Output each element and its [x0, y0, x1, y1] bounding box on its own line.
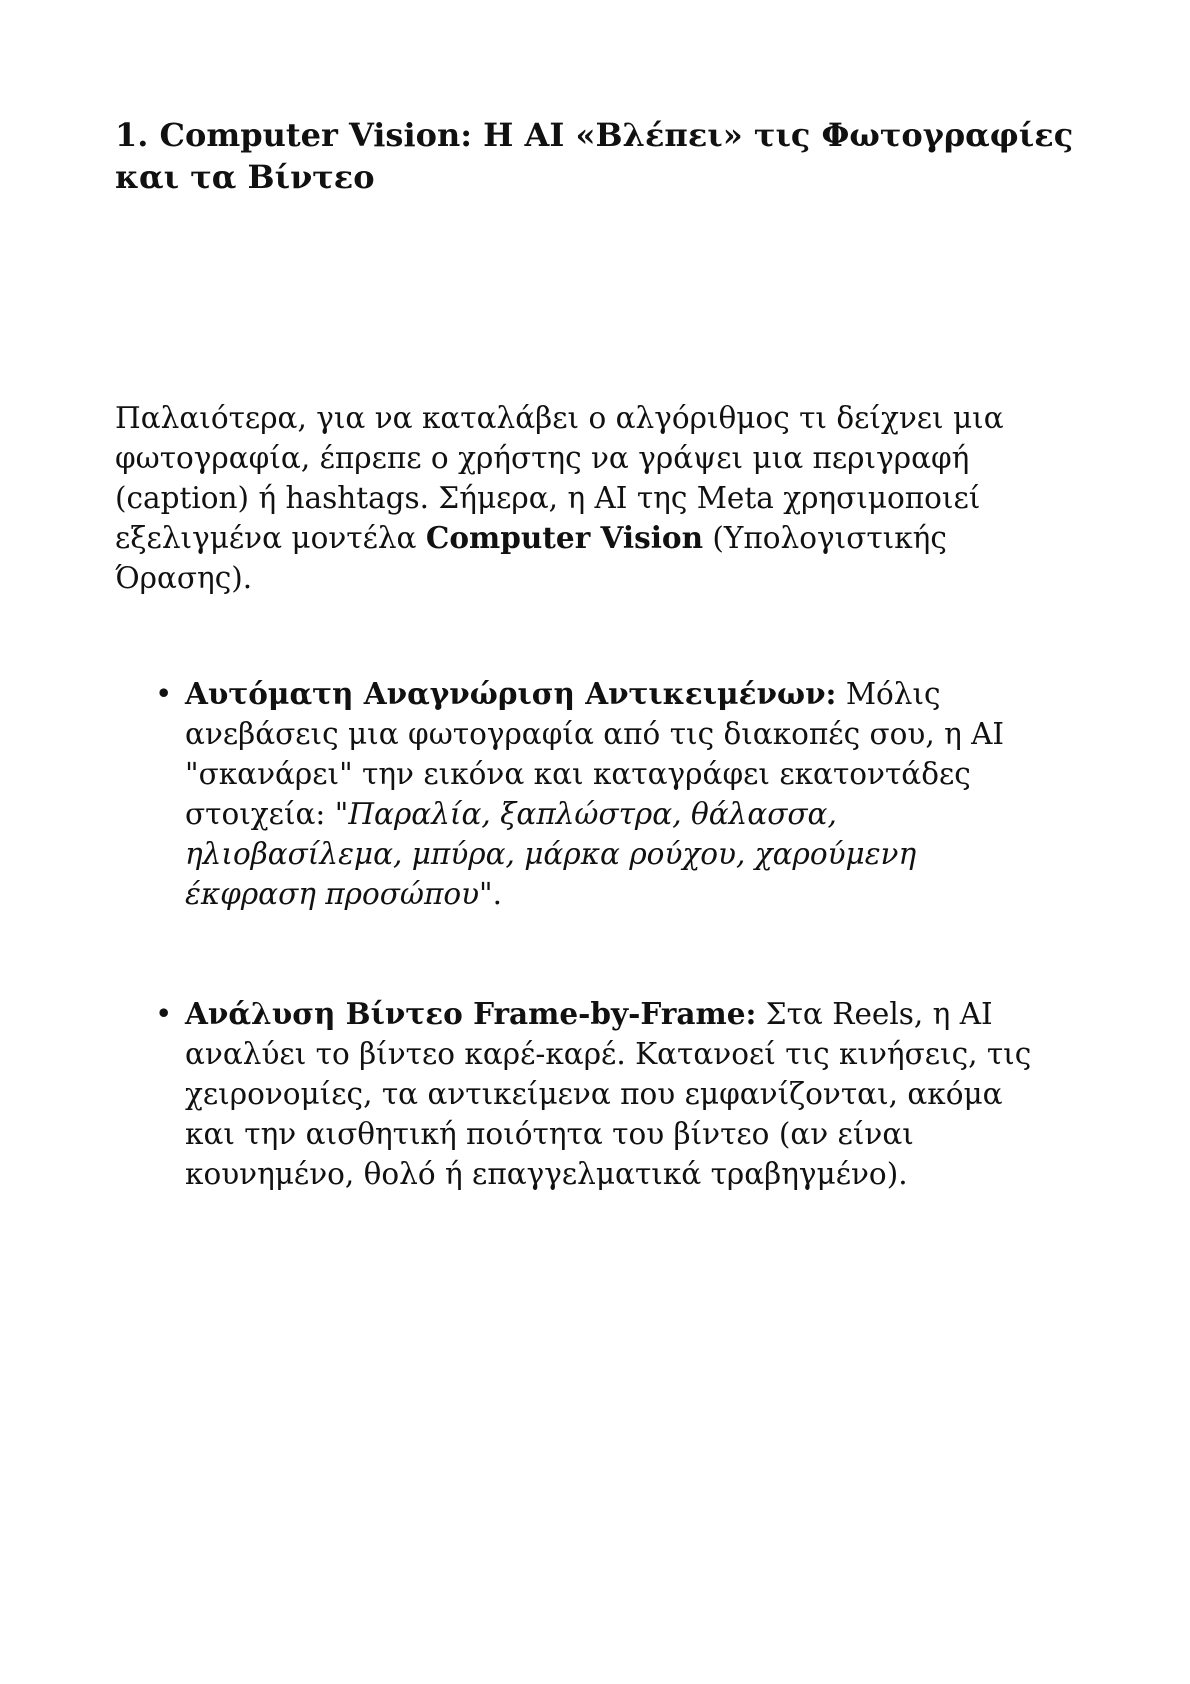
intro-text: (Υπολογιστικής: [703, 521, 947, 555]
intro-line: φωτογραφία, έπρεπε ο χρήστης να γράψει μια περιγραφή: [115, 441, 970, 475]
heading-line: 1. Computer Vision: H AI «Βλέπει» τις Φωτογραφίες: [115, 116, 1074, 154]
bullet-line: κουνημένο, θολό ή επαγγελματικά τραβηγμένο).: [185, 1157, 908, 1191]
bullet-text: .: [492, 877, 503, 911]
bullet-item-object-recognition: [155, 674, 1095, 914]
bullet-text: Στα Reels, η AI: [756, 997, 993, 1031]
heading-line: και τα Βίντεο: [115, 158, 375, 196]
bullet-list: [155, 674, 1095, 1194]
bullet-text: Μόλις: [836, 677, 941, 711]
bullet-line: "σκανάρει" την εικόνα και καταγράφει εκατοντάδες: [185, 757, 971, 791]
section-heading: [115, 114, 1095, 198]
bullet-title: Αυτόματη Αναγνώριση Αντικειμένων:: [185, 676, 837, 711]
bullet-italic-quote: ηλιοβασίλεμα, μπύρα, μάρκα ρούχου, χαρούμενη: [185, 837, 917, 871]
bullet-italic-quote: "Παραλία, ξαπλώστρα, θάλασσα,: [334, 797, 837, 831]
intro-bold-term: Computer Vision: [425, 520, 704, 555]
intro-text: εξελιγμένα μοντέλα: [115, 521, 426, 555]
bullet-text: στοιχεία:: [185, 797, 335, 831]
bullet-line: και την αισθητική ποιότητα του βίντεο (αν είναι: [185, 1117, 914, 1151]
bullet-dot: •: [155, 677, 173, 711]
bullet-title: Ανάλυση Βίντεο Frame-by-Frame:: [185, 996, 757, 1031]
bullet-line: χειρονομίες, τα αντικείμενα που εμφανίζονται, ακόμα: [185, 1077, 1003, 1111]
bullet-item-video-analysis: [155, 994, 1095, 1194]
intro-line: Παλαιότερα, για να καταλάβει ο αλγόριθμος τι δείχνει μια: [115, 401, 1004, 435]
intro-line: (caption) ή hashtags. Σήμερα, η AI της Meta χρησιμοποιεί: [115, 481, 981, 515]
bullet-line: αναλύει το βίντεο καρέ-καρέ. Κατανοεί τις κινήσεις, τις: [185, 1037, 1032, 1071]
intro-line: Όρασης).: [115, 561, 253, 595]
bullet-italic-quote: έκφραση προσώπου": [185, 877, 493, 911]
intro-paragraph: [115, 398, 1095, 598]
bullet-line: ανεβάσεις μια φωτογραφία από τις διακοπές σου, η AI: [185, 717, 1005, 751]
bullet-dot: •: [155, 997, 173, 1031]
